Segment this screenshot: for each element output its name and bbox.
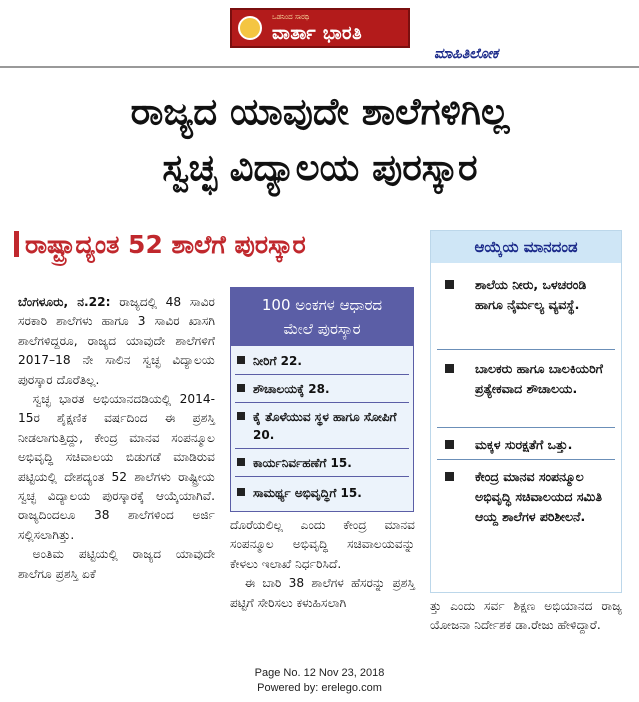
points-box — [230, 287, 414, 512]
article-p1-text: ರಾಜ್ಯದಲ್ಲಿ 48 ಸಾವಿರ ಸರಕಾರಿ ಶಾಲೆಗಳು ಹಾಗೂ 3 ಸಾವಿರ ಖಾಸಗಿ ಶಾಲೆಗಳಿದ್ದರೂ, ರಾಜ್ಯದ ಯಾವುದೇ ಶಾಲೆಗಳಿಗೆ 2017–18 ನೇ ಸಾಲಿನ ಸ್ವಚ್ಛ ವಿದ್ಯಾಲಯ ಪುರಸ್ಕಾರ ದೊರೆತಿಲ್ಲ. — [18, 295, 215, 387]
points-item: ಕಾರ್ಯನಿರ್ವಹಣೆಗೆ 15. — [237, 454, 409, 472]
headline-line-2: ಸ್ವಚ್ಛ ವಿದ್ಯಾಲಯ ಪುರಸ್ಕಾರ — [162, 146, 478, 189]
criteria-item: ಶಾಲೆಯ ನೀರು, ಒಳಚರಂಡಿ ಹಾಗೂ ನೈರ್ಮಲ್ಯ ವ್ಯವಸ್ಥೆ. — [445, 275, 617, 315]
points-divider — [235, 402, 409, 403]
logo-tagline: ಒಡನಿಂದ ಸಾರಥಿ — [272, 13, 310, 21]
points-item: ಸಾಮರ್ಥ್ಯ ಅಭಿವೃದ್ಧಿಗೆ 15. — [237, 484, 409, 502]
page-info: Page No. 12 Nov 23, 2018 — [254, 667, 385, 679]
criteria-item: ಮಕ್ಕಳ ಸುರಕ್ಷತೆಗೆ ಒತ್ತು. — [445, 435, 617, 455]
article-paragraph-1 — [18, 293, 215, 390]
subheading-bar — [14, 231, 19, 257]
article-paragraph-6: ತ್ತು ಎಂದು ಸರ್ವ ಶಿಕ್ಷಣ ಅಭಿಯಾನದ ರಾಜ್ಯ ಯೋಜನಾ ನಿರ್ದೇಶಕ ಡಾ.ರೇಜು ಹೇಳಿದ್ದಾರೆ. — [430, 599, 622, 633]
newspaper-logo — [230, 8, 410, 48]
article-paragraph-2: ಸ್ವಚ್ಛ ಭಾರತ ಅಭಿಯಾನದಡಿಯಲ್ಲಿ 2014-15ರ ಶೈಕ್ಷಣಿಕ ವರ್ಷದಿಂದ ಈ ಪ್ರಶಸ್ತಿ ನೀಡಲಾಗುತ್ತಿದ್ದು, ಕೇಂದ್ರ ಮಾನವ ಸಂಪನ್ಮೂಲ ಅಭಿವೃದ್ಧಿ ಸಚಿವಾಲಯ ಬಿಡುಗಡೆ ಮಾಡಿರುವ ಪಟ್ಟಿಯಲ್ಲಿ ದೇಶದ್ಯಂತ 52 ಶಾಲೆಗಳು ರಾಷ್ಟ್ರೀಯ ಸ್ವಚ್ಛ ವಿದ್ಯಾಲಯ ಪುರಸ್ಕಾರಕ್ಕೆ ಆಯ್ಕೆಯಾಗಿವೆ. ರಾಜ್ಯದಿಂದಲೂ 38 ಶಾಲೆಗಳಿಂದ ಅರ್ಜಿ ಸಲ್ಲಿಸಲಾಗಿತ್ತು. — [18, 392, 215, 542]
bullet-icon — [445, 280, 454, 289]
bullet-icon — [237, 412, 245, 420]
article-column-left — [18, 293, 215, 584]
top-divider — [0, 66, 639, 68]
footer — [0, 666, 639, 696]
bullet-icon — [237, 356, 245, 364]
subheading — [14, 230, 414, 260]
dateline: ಬೆಂಗಳೂರು, ನ.22: — [18, 295, 111, 309]
bullet-icon — [237, 488, 245, 496]
bullet-icon — [445, 472, 454, 481]
article-paragraph-4: ದೊರೆಯಲಿಲ್ಲ ಎಂದು ಕೇಂದ್ರ ಮಾನವ ಸಂಪನ್ಮೂಲ ಅಭಿವೃದ್ಧಿ ಸಚಿವಾಲಯವನ್ನು ಕೇಳಲು ಇಲಾಖೆ ನಿರ್ಧರಿಸಿದೆ. — [230, 518, 415, 571]
criteria-box — [430, 230, 622, 593]
article-column-middle — [230, 516, 415, 613]
bullet-icon — [445, 364, 454, 373]
subheading-text: ರಾಷ್ಟ್ರಾದ್ಯಂತ 52 ಶಾಲೆಗೆ ಪುರಸ್ಕಾರ — [25, 230, 306, 259]
points-divider — [235, 476, 409, 477]
points-box-title — [231, 288, 413, 346]
points-box-title-line-1: 100 ಅಂಕಗಳ ಆಧಾರದ — [261, 296, 383, 314]
criteria-divider — [437, 349, 615, 350]
section-label: ಮಾಹಿತಿಲೋಕ — [434, 46, 499, 62]
article-paragraph-5: ಈ ಬಾರಿ 38 ಶಾಲೆಗಳ ಹೆಸರನ್ನು ಪ್ರಶಸ್ತಿ ಪಟ್ಟಿಗೆ ಸೇರಿಸಲು ಕಳುಹಿಸಲಾಗಿ — [230, 576, 415, 610]
points-divider — [235, 374, 409, 375]
logo-name: ವಾರ್ತಾ ಭಾರತಿ — [272, 23, 363, 44]
article-column-right — [430, 597, 622, 636]
criteria-item: ಕೇಂದ್ರ ಮಾನವ ಸಂಪನ್ಮೂಲ ಅಭಿವೃದ್ಧಿ ಸಚಿವಾಲಯದ ಸಮಿತಿ ಆಯ್ದ ಶಾಲೆಗಳ ಪರಿಶೀಲನೆ. — [445, 467, 617, 527]
points-item: ಕೈ ತೊಳೆಯುವ ಸ್ಥಳ ಹಾಗೂ ಸೋಪಿಗೆ 20. — [237, 408, 409, 444]
points-item: ನೀರಿಗೆ 22. — [237, 352, 409, 370]
points-divider — [235, 448, 409, 449]
bullet-icon — [445, 440, 454, 449]
powered-by[interactable]: Powered by: erelego.com — [257, 682, 382, 694]
bullet-icon — [237, 384, 245, 392]
points-box-title-line-2: ಮೇಲೆ ಪುರಸ್ಕಾರ — [283, 320, 361, 338]
points-item: ಶೌಚಾಲಯಕ್ಕೆ 28. — [237, 380, 409, 398]
logo-emblem-icon — [238, 16, 262, 40]
headline — [20, 84, 620, 196]
criteria-divider — [437, 459, 615, 460]
article-paragraph-3: ಅಂತಿಮ ಪಟ್ಟಿಯಲ್ಲಿ ರಾಜ್ಯದ ಯಾವುದೇ ಶಾಲೆಗೂ ಪ್ರಶಸ್ತಿ ಏಕೆ — [18, 547, 215, 581]
criteria-divider — [437, 427, 615, 428]
headline-line-1: ರಾಜ್ಯದ ಯಾವುದೇ ಶಾಲೆಗಳಿಗಿಲ್ಲ — [130, 90, 510, 133]
bullet-icon — [237, 458, 245, 466]
criteria-item: ಬಾಲಕರು ಹಾಗೂ ಬಾಲಕಿಯರಿಗೆ ಪ್ರತ್ಯೇಕವಾದ ಶೌಚಾಲಯ. — [445, 359, 617, 399]
criteria-box-title: ಆಯ್ಕೆಯ ಮಾನದಂಡ — [431, 231, 621, 263]
